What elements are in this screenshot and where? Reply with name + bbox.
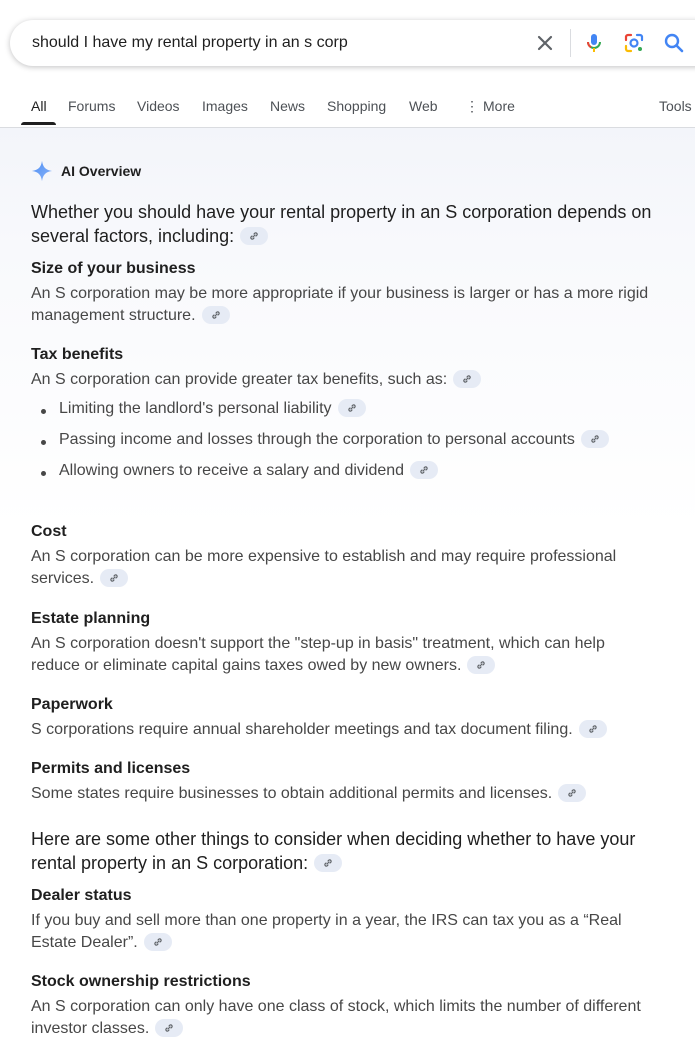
bullet-dot — [41, 471, 46, 476]
paperwork-text — [31, 719, 607, 741]
ai-overview-header — [31, 160, 141, 182]
estate-text-line-1: An S corporation doesn't support the "step-up in basis" treatment, which can help — [31, 635, 605, 652]
link-icon — [589, 433, 601, 445]
source-link-chip[interactable] — [100, 569, 128, 587]
link-icon — [475, 659, 487, 671]
other-things-line-2 — [31, 851, 342, 875]
paperwork-line: S corporations require annual shareholder meetings and tax document filing. — [31, 721, 573, 738]
tab-more-label: More — [483, 98, 515, 114]
link-icon — [418, 464, 430, 476]
estate-text: reduce or eliminate capital gains taxes owed by new owners. — [31, 657, 462, 674]
dealer-text-line-1: If you buy and sell more than one property in a year, the IRS can tax you as a “Real — [31, 912, 622, 929]
source-link-chip[interactable] — [338, 399, 366, 417]
link-icon — [587, 723, 599, 735]
tab-more[interactable] — [465, 98, 515, 115]
section-heading-permits: Permits and licenses — [31, 760, 191, 777]
stock-text-line-2 — [31, 1018, 183, 1040]
tools-button[interactable]: Tools — [659, 98, 692, 114]
source-link-chip[interactable] — [314, 854, 342, 872]
source-link-chip[interactable] — [453, 370, 481, 388]
section-heading-cost: Cost — [31, 523, 67, 540]
tab-forums[interactable]: Forums — [68, 98, 116, 114]
source-link-chip[interactable] — [155, 1019, 183, 1037]
section-heading-stock: Stock ownership restrictions — [31, 973, 251, 990]
source-link-chip[interactable] — [144, 933, 172, 951]
other-things-line-1: Here are some other things to consider when deciding whether to have your — [31, 829, 636, 849]
section-heading-paperwork: Paperwork — [31, 696, 113, 713]
size-text-line-2 — [31, 305, 230, 327]
bullet-text: Limiting the landlord's personal liability — [59, 400, 332, 418]
source-link-chip[interactable] — [240, 227, 268, 245]
search-icon[interactable] — [662, 31, 686, 55]
intro-line-2 — [31, 224, 268, 248]
bullet-dot — [41, 440, 46, 445]
clear-icon[interactable] — [533, 31, 557, 55]
list-item — [59, 400, 366, 418]
source-link-chip[interactable] — [467, 656, 495, 674]
section-heading-tax: Tax benefits — [31, 346, 124, 363]
estate-text-line-2 — [31, 655, 495, 677]
bullet-dot — [41, 409, 46, 414]
source-link-chip[interactable] — [410, 461, 438, 479]
tab-all[interactable]: All — [31, 98, 47, 114]
tab-news[interactable]: News — [270, 98, 306, 114]
tax-intro: An S corporation can provide greater tax benefits, such as: — [31, 371, 448, 388]
link-icon — [210, 309, 222, 321]
more-vertical-icon: ⋮ — [465, 98, 479, 114]
list-item — [59, 431, 609, 449]
ai-overview-panel — [0, 128, 695, 1058]
stock-text: investor classes. — [31, 1020, 150, 1037]
link-icon — [322, 857, 334, 869]
tax-text — [31, 369, 481, 391]
ai-overview-title: AI Overview — [61, 163, 142, 179]
section-heading-dealer: Dealer status — [31, 887, 132, 904]
intro-line: Whether you should have your rental property in an S corporation depends on — [31, 202, 652, 222]
dealer-text-line-2 — [31, 932, 172, 954]
search-divider — [570, 29, 571, 57]
section-heading-size: Size of your business — [31, 260, 196, 277]
search-tabs — [0, 86, 695, 128]
link-icon — [346, 402, 358, 414]
stock-text-line-1: An S corporation can only have one class of stock, which limits the number of different — [31, 998, 641, 1015]
tab-videos[interactable]: Videos — [137, 98, 180, 114]
cost-text: services. — [31, 570, 95, 587]
dealer-text: Estate Dealer”. — [31, 934, 138, 951]
link-icon — [461, 373, 473, 385]
tab-shopping[interactable]: Shopping — [327, 98, 387, 114]
source-link-chip[interactable] — [579, 720, 607, 738]
link-icon — [152, 936, 164, 948]
search-bar[interactable] — [10, 20, 695, 66]
source-link-chip[interactable] — [581, 430, 609, 448]
link-icon — [566, 787, 578, 799]
intro-text: several factors, including: — [31, 226, 235, 246]
link-icon — [163, 1022, 175, 1034]
cost-text-line-2 — [31, 568, 128, 590]
list-item — [59, 462, 438, 480]
cost-text-line-1: An S corporation can be more expensive to establish and may require professional — [31, 548, 617, 565]
active-tab-indicator — [21, 122, 56, 125]
permits-text — [31, 783, 586, 805]
permits-line: Some states require businesses to obtain additional permits and licenses. — [31, 785, 553, 802]
bullet-text: Allowing owners to receive a salary and dividend — [59, 462, 405, 480]
size-text-line-1: An S corporation may be more appropriate if your business is larger or has a more rigid — [31, 285, 649, 302]
lens-icon[interactable] — [622, 31, 646, 55]
search-input[interactable]: should I have my rental property in an s corp — [32, 34, 348, 51]
tab-images[interactable]: Images — [202, 98, 248, 114]
link-icon — [108, 572, 120, 584]
microphone-icon[interactable] — [582, 31, 606, 55]
bullet-text: Passing income and losses through the corporation to personal accounts — [59, 431, 575, 449]
other-things-text: rental property in an S corporation: — [31, 853, 309, 873]
source-link-chip[interactable] — [202, 306, 230, 324]
sparkle-icon — [31, 160, 53, 182]
tab-web[interactable]: Web — [409, 98, 438, 114]
link-icon — [248, 230, 260, 242]
source-link-chip[interactable] — [558, 784, 586, 802]
size-text: management structure. — [31, 307, 196, 324]
section-heading-estate: Estate planning — [31, 610, 151, 627]
